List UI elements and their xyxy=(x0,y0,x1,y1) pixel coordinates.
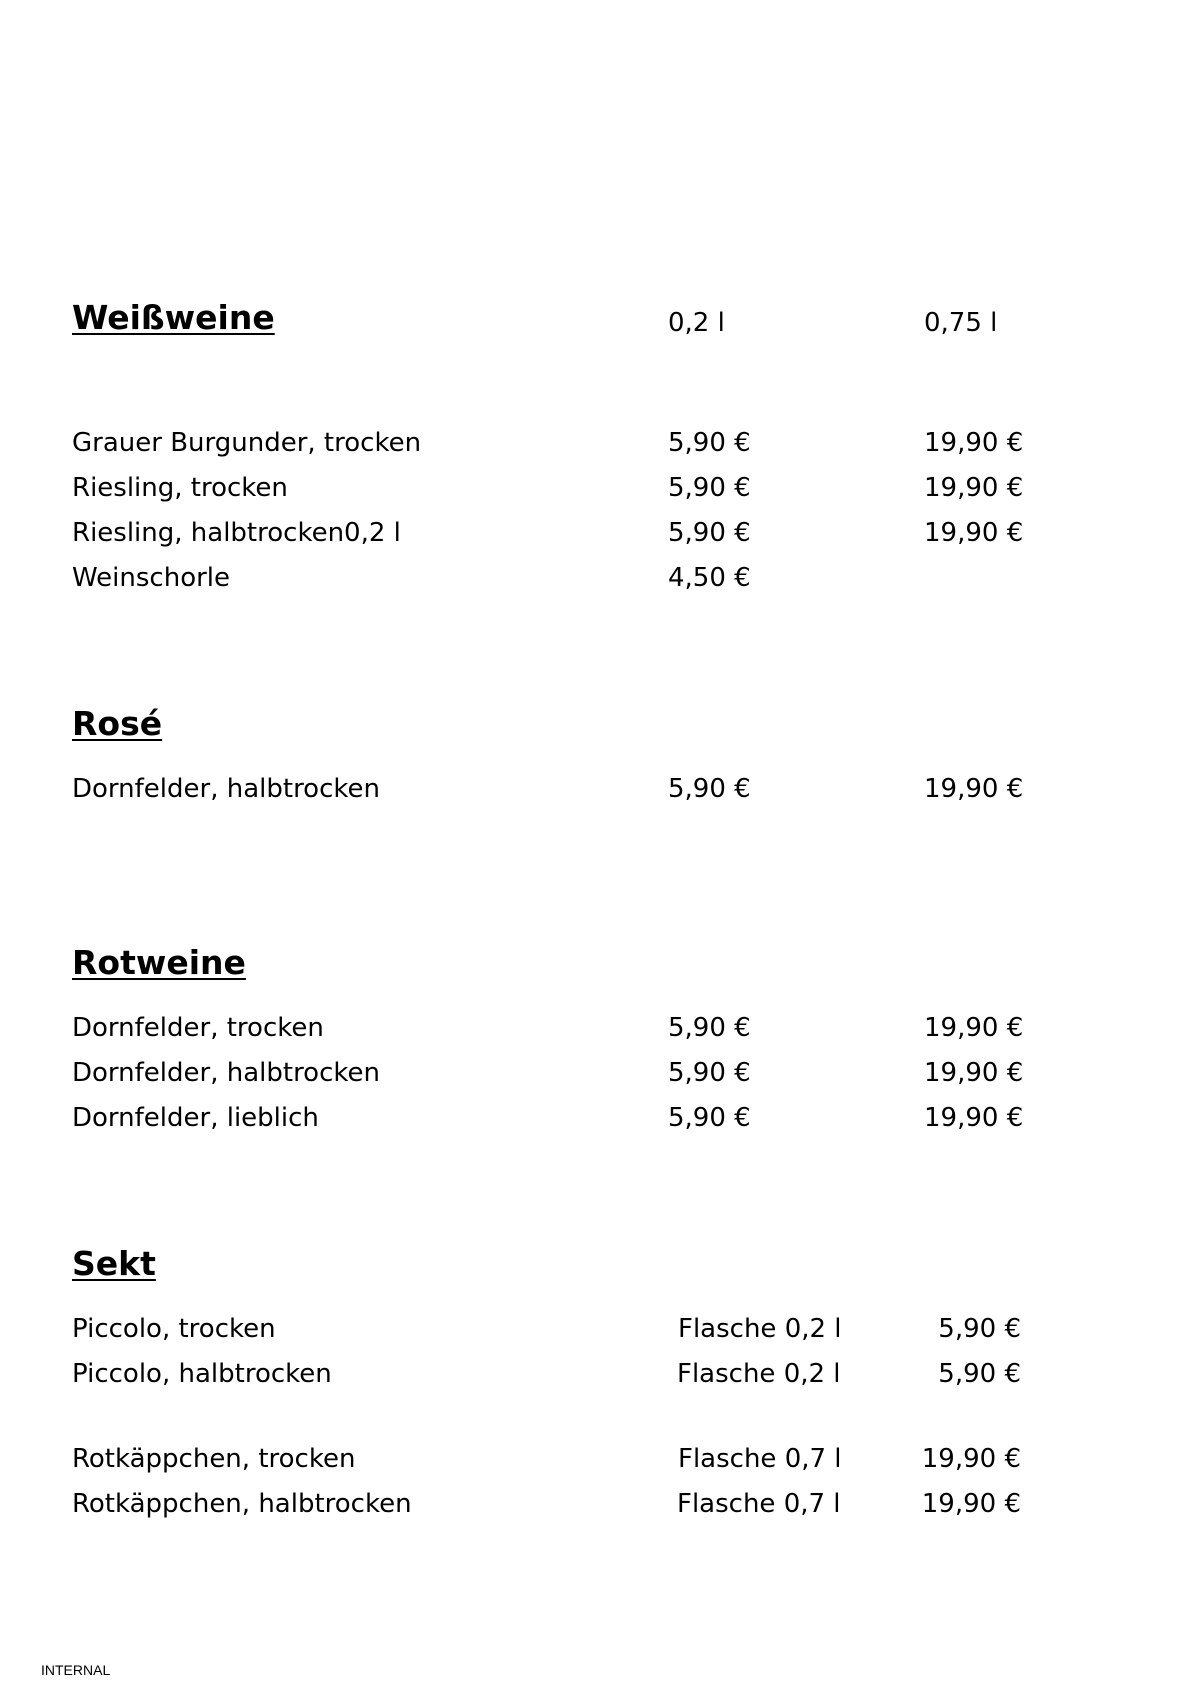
section-title-rotweine: Rotweine xyxy=(72,943,246,982)
sekt-size: Flasche 0,7 l xyxy=(678,1444,842,1474)
wine-name: Dornfelder, halbtrocken xyxy=(72,774,380,804)
wine-name: Dornfelder, trocken xyxy=(72,1013,324,1043)
sekt-name: Piccolo, halbtrocken xyxy=(72,1359,332,1389)
sekt-size: Flasche 0,2 l xyxy=(677,1359,841,1389)
price-glass: 5,90 € xyxy=(668,473,751,503)
price-glass: 5,90 € xyxy=(668,1013,751,1043)
sekt-size: Flasche 0,7 l xyxy=(677,1489,841,1519)
price-glass: 5,90 € xyxy=(668,1058,751,1088)
sekt-price: 19,90 € xyxy=(921,1444,1021,1474)
price-bottle: 19,90 € xyxy=(924,774,1024,804)
sekt-price: 5,90 € xyxy=(938,1359,1021,1389)
wine-name: Dornfelder, lieblich xyxy=(72,1103,319,1133)
wine-name: Weinschorle xyxy=(72,563,231,593)
column-header-0-2-l: 0,2 l xyxy=(668,308,725,338)
wine-name: Dornfelder, halbtrocken xyxy=(72,1058,380,1088)
classification-label: INTERNAL xyxy=(41,1662,111,1678)
price-glass: 5,90 € xyxy=(668,518,751,548)
wine-name: Riesling, halbtrocken0,2 l xyxy=(72,518,401,548)
section-title-sekt: Sekt xyxy=(72,1244,156,1283)
wine-name: Grauer Burgunder, trocken xyxy=(72,428,422,458)
price-bottle: 19,90 € xyxy=(924,1013,1024,1043)
price-bottle: 19,90 € xyxy=(924,1058,1024,1088)
sekt-name: Rotkäppchen, trocken xyxy=(72,1444,356,1474)
column-header-0-75-l: 0,75 l xyxy=(924,308,998,338)
price-bottle: 19,90 € xyxy=(924,1103,1024,1133)
sekt-price: 19,90 € xyxy=(921,1489,1021,1519)
price-bottle: 19,90 € xyxy=(924,473,1024,503)
sekt-price: 5,90 € xyxy=(938,1314,1021,1344)
section-title-weissweine: Weißweine xyxy=(72,298,275,337)
price-bottle: 19,90 € xyxy=(924,518,1024,548)
sekt-name: Piccolo, trocken xyxy=(72,1314,276,1344)
sekt-size: Flasche 0,2 l xyxy=(678,1314,842,1344)
section-title-rose: Rosé xyxy=(72,704,163,743)
price-glass: 5,90 € xyxy=(668,1103,751,1133)
price-bottle: 19,90 € xyxy=(924,428,1024,458)
price-glass: 4,50 € xyxy=(668,563,751,593)
sekt-name: Rotkäppchen, halbtrocken xyxy=(72,1489,412,1519)
wine-name: Riesling, trocken xyxy=(72,473,288,503)
price-glass: 5,90 € xyxy=(668,774,751,804)
price-glass: 5,90 € xyxy=(668,428,751,458)
